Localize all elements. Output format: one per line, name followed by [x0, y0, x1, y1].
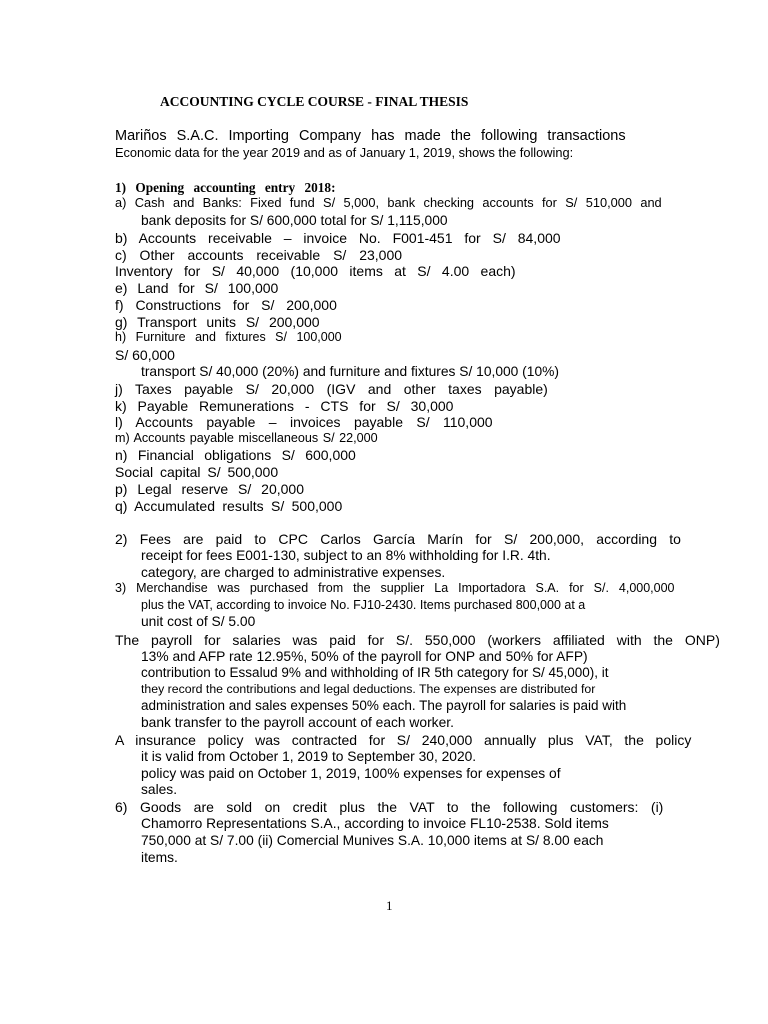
item-6-line-4: items. — [141, 850, 178, 865]
item-3-line-3: unit cost of S/ 5.00 — [141, 614, 256, 629]
item-4-line-3: contribution to Essalud 9% and withholding of IR 5th category for S/ 45,000), it — [141, 665, 609, 680]
item-a-line-2: bank deposits for S/ 600,000 total for S/ 1,115,000 — [141, 213, 448, 228]
item-4-line-4: they record the contributions and legal deductions. The expenses are distributed for — [141, 682, 596, 696]
item-6-line-1: 6) Goods are sold on credit plus the VAT to the following customers: (i) — [115, 799, 664, 815]
item-p: p) Legal reserve S/ 20,000 — [115, 481, 304, 497]
item-n: n) Financial obligations S/ 600,000 — [115, 447, 356, 463]
item-4-line-6: bank transfer to the payroll account of each worker. — [141, 715, 454, 730]
item-4-line-2: 13% and AFP rate 12.95%, 50% of the payroll for ONP and 50% for AFP) — [141, 649, 588, 664]
item-3-line-1: 3) Merchandise was purchased from the supplier La Importadora S.A. for S/. 4,000,000 — [115, 581, 675, 595]
item-5-line-2: it is valid from October 1, 2019 to September 30, 2020. — [141, 749, 477, 764]
item-j: j) Taxes payable S/ 20,000 (IGV and other taxes payable) — [115, 381, 548, 397]
item-5-line-3: policy was paid on October 1, 2019, 100% expenses for expenses of — [141, 766, 561, 781]
page-number: 1 — [386, 898, 393, 913]
item-5-line-4: sales. — [141, 782, 178, 797]
item-h: h) Furniture and fixtures S/ 100,000 — [115, 330, 342, 344]
item-g: g) Transport units S/ 200,000 — [115, 314, 320, 330]
item-2-line-1: 2) Fees are paid to CPC Carlos García Marín for S/ 200,000, according to — [115, 531, 681, 547]
item-2-line-3: category, are charged to administrative expenses. — [141, 565, 446, 580]
item-e: e) Land for S/ 100,000 — [115, 280, 279, 296]
item-f: f) Constructions for S/ 200,000 — [115, 297, 337, 313]
item-i-line-1: S/ 60,000 — [115, 347, 175, 363]
item-l: l) Accounts payable – invoices payable S/ 110,000 — [115, 414, 493, 430]
item-o: Social capital S/ 500,000 — [115, 464, 279, 480]
item-d: Inventory for S/ 40,000 (10,000 items at S/ 4.00 each) — [115, 263, 516, 279]
item-q: q) Accumulated results S/ 500,000 — [115, 498, 343, 514]
item-c: c) Other accounts receivable S/ 23,000 — [115, 247, 403, 263]
item-6-line-2: Chamorro Representations S.A., according to invoice FL10-2538. Sold items — [141, 816, 609, 831]
intro-line-1: Mariños S.A.C. Importing Company has made the following transactions — [115, 128, 626, 144]
item-4-line-1: The payroll for salaries was paid for S/. 550,000 (workers affiliated with the ONP) — [115, 632, 720, 648]
document-title: ACCOUNTING CYCLE COURSE - FINAL THESIS — [160, 94, 469, 109]
item-2-line-2: receipt for fees E001-130, subject to an 8% withholding for I.R. 4th. — [141, 548, 551, 563]
item-b: b) Accounts receivable – invoice No. F001-451 for S/ 84,000 — [115, 230, 561, 246]
section-1-heading: 1) Opening accounting entry 2018: — [115, 180, 336, 195]
item-6-line-3: 750,000 at S/ 7.00 (ii) Comercial Munives S.A. 10,000 items at S/ 8.00 each — [141, 833, 604, 848]
item-k: k) Payable Remunerations - CTS for S/ 30,000 — [115, 398, 454, 414]
item-4-line-5: administration and sales expenses 50% each. The payroll for salaries is paid with — [141, 698, 627, 713]
item-5-line-1: A insurance policy was contracted for S/ 240,000 annually plus VAT, the policy — [115, 732, 692, 748]
item-3-line-2: plus the VAT, according to invoice No. FJ10-2430. Items purchased 800,000 at a — [141, 598, 586, 612]
intro-line-2: Economic data for the year 2019 and as of January 1, 2019, shows the following: — [115, 145, 574, 160]
item-i-line-2: transport S/ 40,000 (20%) and furniture and fixtures S/ 10,000 (10%) — [141, 364, 559, 379]
item-m: m) Accounts payable miscellaneous S/ 22,000 — [115, 431, 378, 445]
item-a-line-1: a) Cash and Banks: Fixed fund S/ 5,000, bank checking accounts for S/ 510,000 and — [115, 195, 662, 210]
